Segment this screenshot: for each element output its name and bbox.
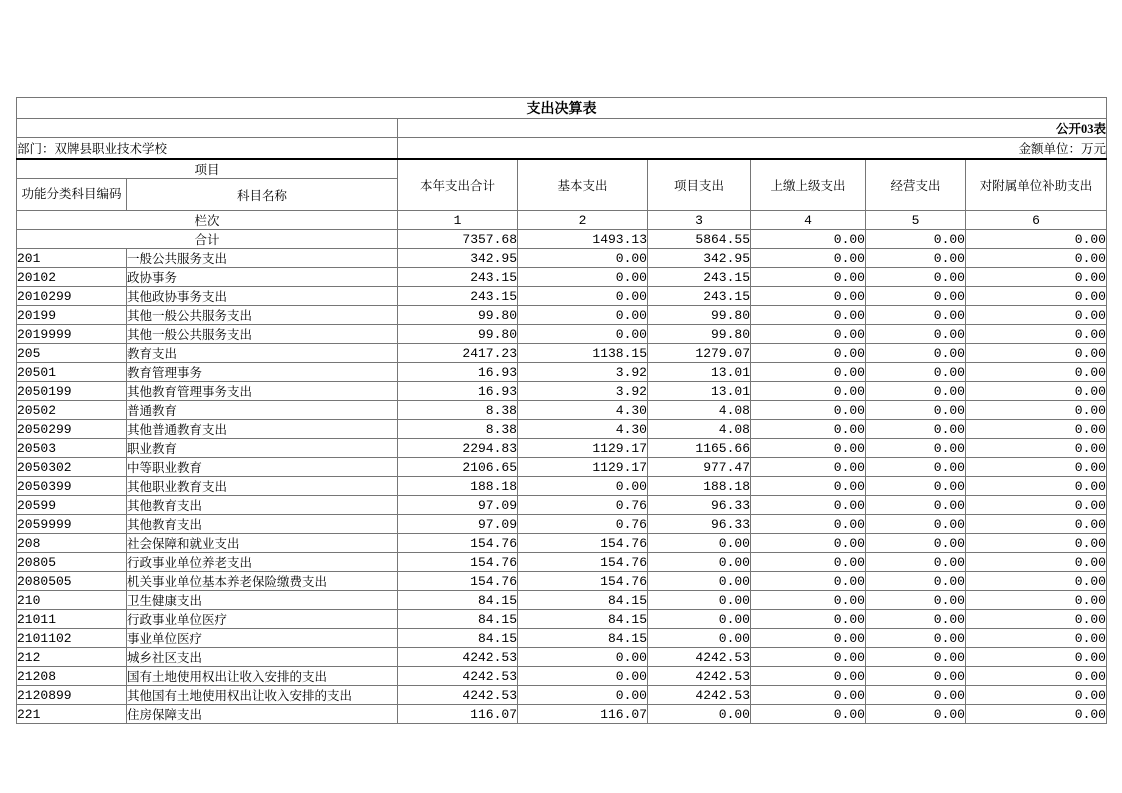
row-value: 84.15	[398, 629, 518, 648]
row-value: 0.00	[866, 686, 966, 705]
total-value: 1493.13	[518, 230, 648, 249]
row-value: 0.00	[751, 667, 866, 686]
row-value: 3.92	[518, 382, 648, 401]
row-value: 154.76	[518, 553, 648, 572]
table-row	[17, 439, 1107, 458]
row-code: 2080505	[17, 572, 127, 591]
row-value: 0.00	[751, 363, 866, 382]
table-row	[17, 287, 1107, 306]
row-value: 99.80	[398, 306, 518, 325]
row-value: 0.00	[966, 496, 1107, 515]
row-name: 卫生健康支出	[127, 591, 398, 610]
row-value: 0.00	[866, 591, 966, 610]
row-value: 4242.53	[648, 686, 751, 705]
row-value: 4242.53	[398, 667, 518, 686]
row-code: 205	[17, 344, 127, 363]
row-value: 8.38	[398, 420, 518, 439]
row-value: 243.15	[398, 287, 518, 306]
row-value: 0.00	[966, 572, 1107, 591]
row-value: 243.15	[398, 268, 518, 287]
row-value: 0.00	[866, 325, 966, 344]
row-value: 0.00	[866, 382, 966, 401]
row-value: 99.80	[648, 306, 751, 325]
row-name: 行政事业单位养老支出	[127, 553, 398, 572]
row-code: 20502	[17, 401, 127, 420]
row-value: 0.00	[866, 610, 966, 629]
row-value: 0.00	[751, 268, 866, 287]
row-value: 4242.53	[648, 667, 751, 686]
row-value: 13.01	[648, 363, 751, 382]
table-row	[17, 553, 1107, 572]
table-body	[17, 249, 1107, 724]
row-code: 201	[17, 249, 127, 268]
table-row	[17, 629, 1107, 648]
row-value: 2294.83	[398, 439, 518, 458]
row-value: 4.08	[648, 420, 751, 439]
row-value: 0.00	[648, 705, 751, 724]
unit-label: 金额单位：万元	[398, 138, 1107, 159]
row-value: 0.00	[866, 439, 966, 458]
lanci-label: 栏次	[17, 211, 398, 230]
row-code: 20102	[17, 268, 127, 287]
row-value: 0.00	[966, 401, 1107, 420]
row-code: 20503	[17, 439, 127, 458]
row-name: 行政事业单位医疗	[127, 610, 398, 629]
row-value: 3.92	[518, 363, 648, 382]
row-value: 342.95	[398, 249, 518, 268]
header-col-basic: 基本支出	[518, 159, 648, 211]
table-row	[17, 572, 1107, 591]
row-value: 0.00	[751, 477, 866, 496]
row-value: 0.00	[751, 420, 866, 439]
row-value: 2106.65	[398, 458, 518, 477]
row-code: 2101102	[17, 629, 127, 648]
row-value: 8.38	[398, 401, 518, 420]
table-row	[17, 363, 1107, 382]
row-code: 20199	[17, 306, 127, 325]
row-code: 2050399	[17, 477, 127, 496]
row-name: 其他职业教育支出	[127, 477, 398, 496]
row-value: 154.76	[398, 534, 518, 553]
row-value: 154.76	[398, 553, 518, 572]
row-value: 116.07	[518, 705, 648, 724]
row-name: 社会保障和就业支出	[127, 534, 398, 553]
row-code: 21011	[17, 610, 127, 629]
row-value: 4.30	[518, 401, 648, 420]
row-value: 0.00	[751, 553, 866, 572]
row-value: 1129.17	[518, 458, 648, 477]
row-value: 0.00	[648, 629, 751, 648]
row-value: 0.00	[751, 648, 866, 667]
row-value: 116.07	[398, 705, 518, 724]
row-value: 0.76	[518, 515, 648, 534]
row-value: 154.76	[398, 572, 518, 591]
table-row	[17, 325, 1107, 344]
row-value: 0.00	[966, 420, 1107, 439]
lanci-4: 4	[751, 211, 866, 230]
row-value: 0.00	[966, 553, 1107, 572]
row-name: 其他一般公共服务支出	[127, 306, 398, 325]
table-row	[17, 401, 1107, 420]
row-value: 0.00	[866, 458, 966, 477]
row-value: 0.00	[866, 363, 966, 382]
row-value: 99.80	[648, 325, 751, 344]
row-code: 2050199	[17, 382, 127, 401]
header-col-total: 本年支出合计	[398, 159, 518, 211]
row-name: 其他普通教育支出	[127, 420, 398, 439]
row-code: 21208	[17, 667, 127, 686]
row-value: 84.15	[518, 629, 648, 648]
row-value: 0.00	[966, 648, 1107, 667]
table-row	[17, 686, 1107, 705]
row-name: 其他政协事务支出	[127, 287, 398, 306]
column-index-row	[17, 211, 1107, 230]
row-name: 中等职业教育	[127, 458, 398, 477]
row-value: 1129.17	[518, 439, 648, 458]
total-row	[17, 230, 1107, 249]
lanci-5: 5	[866, 211, 966, 230]
row-value: 0.00	[751, 401, 866, 420]
header-project: 项目	[17, 159, 398, 179]
title-row	[17, 98, 1107, 119]
row-value: 0.00	[751, 496, 866, 515]
row-name: 职业教育	[127, 439, 398, 458]
row-value: 13.01	[648, 382, 751, 401]
row-value: 243.15	[648, 268, 751, 287]
row-value: 0.00	[866, 515, 966, 534]
row-value: 0.00	[751, 629, 866, 648]
row-code: 221	[17, 705, 127, 724]
row-value: 0.00	[648, 591, 751, 610]
row-value: 0.00	[751, 515, 866, 534]
row-value: 0.00	[648, 610, 751, 629]
table-row	[17, 458, 1107, 477]
row-code: 2010299	[17, 287, 127, 306]
row-name: 事业单位医疗	[127, 629, 398, 648]
row-name: 其他教育管理事务支出	[127, 382, 398, 401]
row-value: 4242.53	[398, 686, 518, 705]
row-value: 0.00	[648, 553, 751, 572]
row-value: 99.80	[398, 325, 518, 344]
department-label: 部门：双牌县职业技术学校	[17, 138, 398, 159]
row-value: 16.93	[398, 363, 518, 382]
row-value: 84.15	[398, 610, 518, 629]
row-value: 0.00	[966, 610, 1107, 629]
row-value: 0.00	[866, 420, 966, 439]
row-value: 84.15	[518, 610, 648, 629]
empty-cell	[17, 119, 398, 138]
row-value: 97.09	[398, 515, 518, 534]
row-value: 0.00	[966, 686, 1107, 705]
row-value: 0.00	[966, 325, 1107, 344]
row-code: 212	[17, 648, 127, 667]
lanci-3: 3	[648, 211, 751, 230]
row-value: 0.00	[518, 306, 648, 325]
row-value: 0.00	[518, 249, 648, 268]
row-value: 97.09	[398, 496, 518, 515]
row-value: 0.00	[966, 287, 1107, 306]
row-value: 1138.15	[518, 344, 648, 363]
row-value: 188.18	[398, 477, 518, 496]
row-value: 0.00	[751, 344, 866, 363]
header-col-operating: 经营支出	[866, 159, 966, 211]
row-value: 0.00	[751, 249, 866, 268]
table-row	[17, 534, 1107, 553]
row-name: 其他教育支出	[127, 515, 398, 534]
lanci-6: 6	[966, 211, 1107, 230]
row-name: 政协事务	[127, 268, 398, 287]
row-value: 0.00	[751, 534, 866, 553]
row-value: 0.00	[866, 629, 966, 648]
header-col-subsidy: 对附属单位补助支出	[966, 159, 1107, 211]
row-name: 机关事业单位基本养老保险缴费支出	[127, 572, 398, 591]
row-value: 0.00	[866, 477, 966, 496]
row-value: 0.00	[518, 686, 648, 705]
row-value: 0.00	[751, 591, 866, 610]
row-value: 84.15	[518, 591, 648, 610]
page-title: 支出决算表	[17, 98, 1107, 119]
table-row	[17, 306, 1107, 325]
row-value: 96.33	[648, 496, 751, 515]
row-value: 4242.53	[648, 648, 751, 667]
row-value: 0.76	[518, 496, 648, 515]
row-name: 教育管理事务	[127, 363, 398, 382]
row-value: 0.00	[648, 572, 751, 591]
row-value: 4.30	[518, 420, 648, 439]
row-value: 0.00	[966, 344, 1107, 363]
row-value: 154.76	[518, 534, 648, 553]
row-value: 0.00	[518, 287, 648, 306]
row-value: 0.00	[751, 610, 866, 629]
row-code: 210	[17, 591, 127, 610]
row-value: 0.00	[966, 382, 1107, 401]
table-row	[17, 667, 1107, 686]
row-value: 0.00	[866, 496, 966, 515]
table-row	[17, 268, 1107, 287]
table-row	[17, 591, 1107, 610]
row-value: 977.47	[648, 458, 751, 477]
table-row	[17, 610, 1107, 629]
table-row	[17, 420, 1107, 439]
row-name: 城乡社区支出	[127, 648, 398, 667]
row-value: 0.00	[966, 591, 1107, 610]
row-value: 84.15	[398, 591, 518, 610]
row-code: 20599	[17, 496, 127, 515]
table-row	[17, 496, 1107, 515]
row-value: 0.00	[966, 439, 1107, 458]
row-value: 2417.23	[398, 344, 518, 363]
row-value: 0.00	[751, 325, 866, 344]
table-row	[17, 705, 1107, 724]
row-name: 教育支出	[127, 344, 398, 363]
row-value: 0.00	[866, 249, 966, 268]
table-number-label: 公开03表	[398, 119, 1107, 138]
table-row	[17, 382, 1107, 401]
row-code: 2019999	[17, 325, 127, 344]
expenditure-table	[16, 97, 1107, 724]
row-value: 0.00	[866, 667, 966, 686]
row-value: 0.00	[866, 553, 966, 572]
row-name: 普通教育	[127, 401, 398, 420]
row-value: 0.00	[866, 401, 966, 420]
row-value: 96.33	[648, 515, 751, 534]
row-value: 154.76	[518, 572, 648, 591]
row-value: 0.00	[966, 477, 1107, 496]
total-value: 0.00	[966, 230, 1107, 249]
row-value: 0.00	[966, 515, 1107, 534]
total-value: 7357.68	[398, 230, 518, 249]
row-value: 0.00	[866, 268, 966, 287]
department-row	[17, 138, 1107, 159]
row-name: 国有土地使用权出让收入安排的支出	[127, 667, 398, 686]
row-name: 其他一般公共服务支出	[127, 325, 398, 344]
row-value: 0.00	[648, 534, 751, 553]
lanci-2: 2	[518, 211, 648, 230]
total-value: 0.00	[866, 230, 966, 249]
header-code: 功能分类科目编码	[17, 179, 127, 211]
row-value: 0.00	[751, 287, 866, 306]
row-name: 其他教育支出	[127, 496, 398, 515]
row-value: 342.95	[648, 249, 751, 268]
row-value: 1165.66	[648, 439, 751, 458]
row-value: 4.08	[648, 401, 751, 420]
row-value: 0.00	[966, 268, 1107, 287]
lanci-1: 1	[398, 211, 518, 230]
row-value: 0.00	[518, 325, 648, 344]
header-name: 科目名称	[127, 179, 398, 211]
public-label-row	[17, 119, 1107, 138]
header-col-project: 项目支出	[648, 159, 751, 211]
row-value: 0.00	[966, 363, 1107, 382]
row-value: 188.18	[648, 477, 751, 496]
row-name: 住房保障支出	[127, 705, 398, 724]
row-value: 0.00	[966, 667, 1107, 686]
row-code: 208	[17, 534, 127, 553]
row-value: 0.00	[518, 268, 648, 287]
row-value: 16.93	[398, 382, 518, 401]
row-value: 0.00	[751, 306, 866, 325]
row-value: 0.00	[866, 306, 966, 325]
row-value: 0.00	[751, 572, 866, 591]
row-code: 2059999	[17, 515, 127, 534]
row-value: 0.00	[518, 648, 648, 667]
row-value: 0.00	[966, 249, 1107, 268]
row-value: 0.00	[518, 477, 648, 496]
row-value: 0.00	[866, 572, 966, 591]
table-row	[17, 344, 1107, 363]
row-value: 0.00	[751, 382, 866, 401]
row-value: 0.00	[751, 686, 866, 705]
row-value: 0.00	[966, 458, 1107, 477]
row-value: 0.00	[751, 458, 866, 477]
row-value: 0.00	[966, 306, 1107, 325]
row-name: 其他国有土地使用权出让收入安排的支出	[127, 686, 398, 705]
row-value: 0.00	[751, 439, 866, 458]
row-name: 一般公共服务支出	[127, 249, 398, 268]
row-value: 0.00	[866, 705, 966, 724]
total-value: 5864.55	[648, 230, 751, 249]
total-value: 0.00	[751, 230, 866, 249]
row-value: 0.00	[966, 629, 1107, 648]
table-row	[17, 648, 1107, 667]
row-code: 20805	[17, 553, 127, 572]
header-col-upper: 上缴上级支出	[751, 159, 866, 211]
row-value: 243.15	[648, 287, 751, 306]
row-value: 0.00	[866, 534, 966, 553]
row-value: 0.00	[518, 667, 648, 686]
row-value: 0.00	[866, 648, 966, 667]
row-code: 2050302	[17, 458, 127, 477]
row-value: 0.00	[751, 705, 866, 724]
row-value: 4242.53	[398, 648, 518, 667]
table-row	[17, 477, 1107, 496]
row-value: 0.00	[966, 534, 1107, 553]
row-code: 2120899	[17, 686, 127, 705]
total-label: 合计	[17, 230, 398, 249]
row-code: 20501	[17, 363, 127, 382]
row-value: 0.00	[866, 344, 966, 363]
row-code: 2050299	[17, 420, 127, 439]
table-row	[17, 515, 1107, 534]
row-value: 1279.07	[648, 344, 751, 363]
header-project-row	[17, 159, 1107, 179]
row-value: 0.00	[866, 287, 966, 306]
table-row	[17, 249, 1107, 268]
row-value: 0.00	[966, 705, 1107, 724]
